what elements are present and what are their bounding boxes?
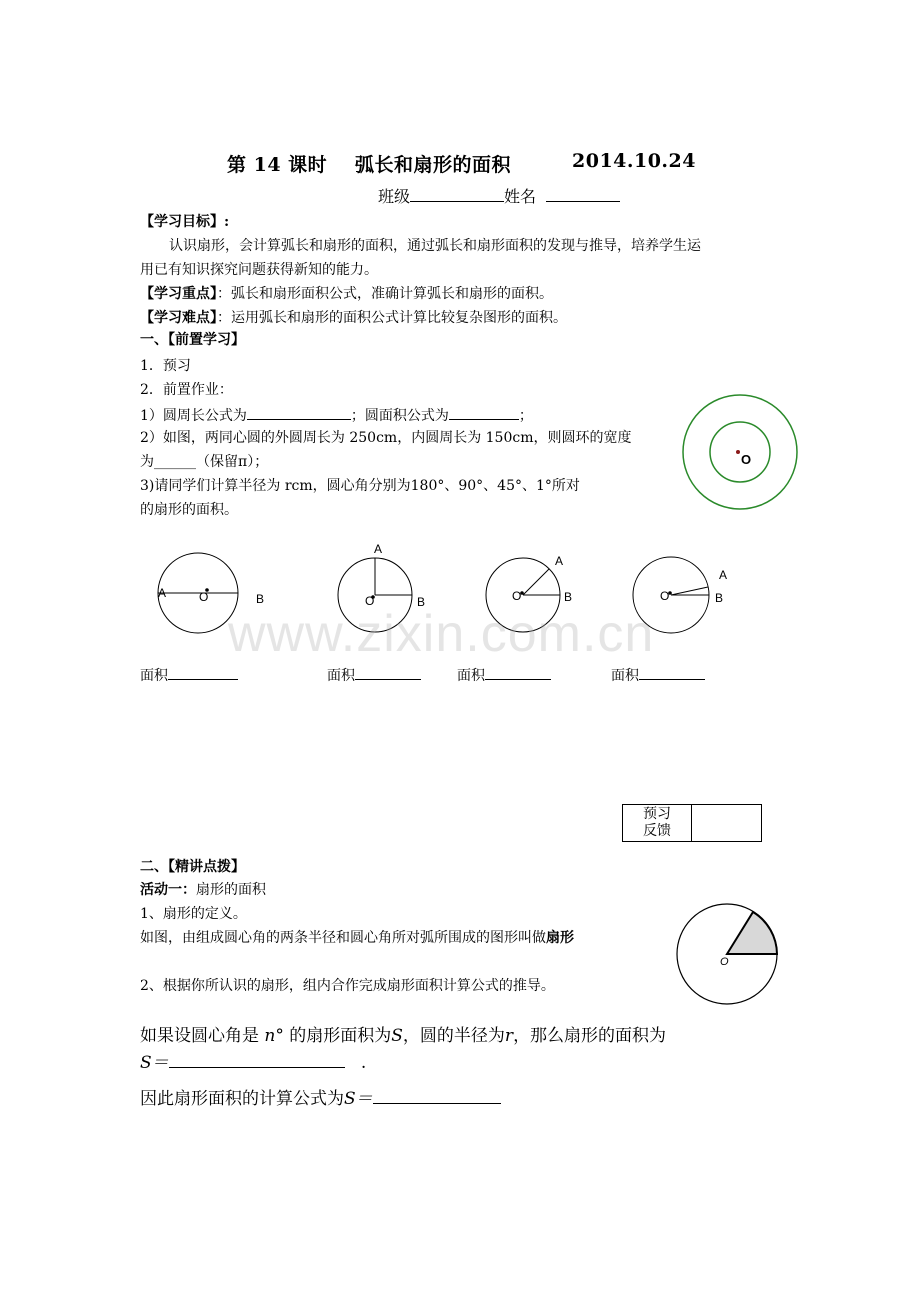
- question-2-line2: 为______（保留π）；: [140, 454, 269, 470]
- area-blank-3[interactable]: [485, 664, 551, 680]
- label-b: B: [256, 592, 265, 606]
- q1-text-a: 1）圆周长公式为: [140, 408, 247, 424]
- class-blank[interactable]: [410, 186, 504, 202]
- label-a: A: [555, 554, 564, 568]
- radius-symbol: r: [504, 1026, 514, 1046]
- lesson-title: 弧长和扇形的面积: [355, 154, 512, 176]
- feedback-input-cell[interactable]: [692, 805, 762, 842]
- area-blank-4[interactable]: [639, 664, 705, 680]
- center-dot: [736, 450, 740, 454]
- key-point-text: ：弧长和扇形面积公式，准确计算弧长和扇形的面积。: [217, 286, 553, 302]
- label-o: O: [365, 594, 375, 608]
- radius-a: [523, 569, 549, 595]
- label-o: O: [660, 589, 670, 603]
- center-label: O: [741, 452, 752, 467]
- formula-line: [140, 1085, 501, 1111]
- section2-heading: 二、【精讲点拨】: [140, 859, 245, 875]
- name-label: 姓名: [504, 187, 537, 206]
- area-label: 面积: [611, 668, 639, 684]
- derivation-task: 2、根据你所认识的扇形，组内合作完成扇形面积计算公式的推导。: [140, 978, 555, 994]
- section1-heading: 一、【前置学习】: [140, 332, 245, 348]
- sector-figure: [672, 902, 787, 1007]
- question-3-line1: 3)请同学们计算半径为 rcm，圆心角分别为180°、90°、45°、1°所对: [140, 478, 580, 494]
- assume-text-a: 如果设圆心角是: [140, 1026, 259, 1046]
- sector-area-blank[interactable]: [169, 1049, 345, 1068]
- preview-feedback-table: [622, 804, 762, 842]
- area-label: 面积: [140, 668, 168, 684]
- definition-text: [140, 928, 574, 948]
- assume-text-c: ，圆的半径为: [402, 1026, 505, 1046]
- watermark: www.zixin.com.cn: [228, 605, 655, 663]
- feedback-label-cell: [623, 805, 692, 842]
- item-homework: 2．前置作业：: [140, 382, 233, 398]
- area-answer-2: [327, 664, 421, 686]
- assume-text-d: ，那么扇形的面积为: [513, 1026, 667, 1046]
- assumption-line: [140, 1024, 666, 1048]
- concentric-circles-figure: [680, 392, 800, 512]
- formula-label: 因此扇形面积的计算公式为: [140, 1089, 344, 1109]
- definition-body: 如图，由组成圆心角的两条半径和圆心角所对弧所围成的图形叫做: [140, 930, 546, 946]
- q1-text-c: ；: [518, 408, 533, 424]
- area-label: 面积: [457, 668, 485, 684]
- feedback-label-line2: 反馈: [643, 823, 671, 839]
- name-blank[interactable]: [546, 186, 620, 202]
- area-answer-3: [457, 664, 551, 686]
- definition-term: 扇形: [546, 930, 574, 946]
- area-symbol: S: [391, 1026, 403, 1046]
- activity-one: [140, 880, 266, 900]
- period: .: [360, 1053, 367, 1073]
- item-preview: 1．预习: [140, 358, 191, 374]
- feedback-label-line1: 预习: [643, 806, 671, 822]
- label-b: B: [715, 591, 724, 605]
- definition-title: 1、扇形的定义。: [140, 906, 247, 922]
- sector-area-line: [140, 1049, 366, 1075]
- label-a: A: [158, 586, 167, 600]
- circumference-blank[interactable]: [247, 404, 351, 420]
- question-3-line2: 的扇形的面积。: [140, 502, 238, 518]
- area-answer-4: [611, 664, 705, 686]
- class-label: 班级: [378, 187, 411, 206]
- label-b: B: [564, 590, 573, 604]
- activity-title: 扇形的面积: [196, 882, 266, 898]
- area-blank-2[interactable]: [355, 664, 421, 680]
- lesson-number: 第 14 课时: [227, 154, 328, 176]
- angle-symbol: n°: [264, 1026, 284, 1046]
- assume-text-b: 的扇形面积为: [283, 1026, 392, 1046]
- label-a: A: [374, 542, 383, 556]
- area-blank-1[interactable]: [168, 664, 238, 680]
- goals-line1: 认识扇形，会计算弧长和扇形的面积，通过弧长和扇形面积的发现与推导，培养学生运: [169, 238, 701, 254]
- q1-text-b: ；圆面积公式为: [350, 408, 449, 424]
- difficulty-text: ：运用弧长和扇形的面积公式计算比较复杂图形的面积。: [217, 310, 567, 326]
- label-o: O: [199, 590, 209, 604]
- lesson-date: 2014.10.24: [572, 150, 696, 172]
- activity-label: 活动一：: [140, 882, 196, 898]
- radius-a: [671, 587, 708, 595]
- class-name-line: [378, 186, 620, 207]
- area-formula-blank[interactable]: [449, 404, 519, 420]
- area-label: 面积: [327, 668, 355, 684]
- label-b: B: [417, 595, 426, 609]
- label-a: A: [719, 568, 728, 582]
- shaded-sector: [727, 912, 777, 954]
- label-o: O: [512, 589, 522, 603]
- question-2-line1: 2）如图，两同心圆的外圆周长为 250cm，内圆周长为 150cm，则圆环的宽度: [140, 430, 632, 446]
- center-label: O: [720, 956, 729, 968]
- s-equals: S＝: [140, 1053, 169, 1073]
- formula-blank[interactable]: [373, 1085, 501, 1104]
- key-point: [140, 284, 553, 304]
- goals-label: 【学习目标】:: [140, 214, 230, 230]
- key-point-label: 【学习重点】: [140, 286, 217, 302]
- area-answer-1: [140, 664, 238, 686]
- difficulty-label: 【学习难点】: [140, 310, 217, 326]
- goals-line2: 用已有知识探究问题获得新知的能力。: [140, 262, 378, 278]
- difficulty: [140, 308, 567, 328]
- formula-s-equals: S＝: [344, 1089, 373, 1109]
- question-1: [140, 404, 533, 426]
